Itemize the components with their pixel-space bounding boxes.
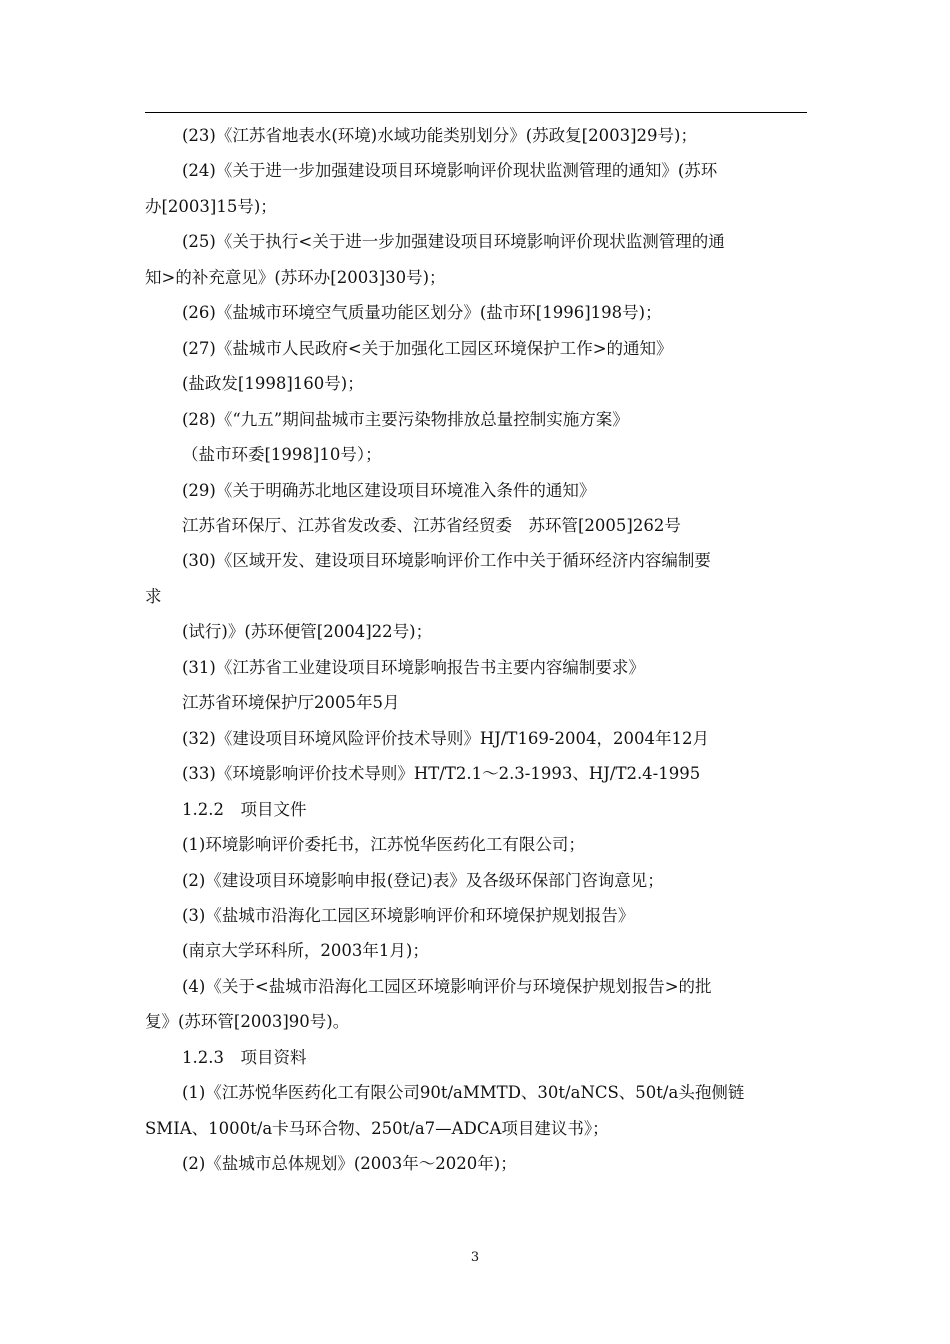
text-line: (33)《环境影响评价技术导则》HT/T2.1～2.3-1993、HJ/T2.4-1995	[182, 764, 701, 784]
text-line: 办[2003]15号)；	[145, 196, 277, 216]
text-line: (盐政发[1998]160号)；	[182, 374, 364, 394]
header-rule	[145, 112, 807, 113]
text-line: 1.2.2 项目文件	[182, 799, 307, 819]
text-line: (南京大学环科所，2003年1月)；	[182, 941, 429, 961]
page-number: 3	[470, 1250, 480, 1265]
text-line: 1.2.3 项目资料	[182, 1047, 307, 1067]
text-line: SMIA、1000t/a卡马环合物、250t/a7—ADCA项目建议书》；	[145, 1118, 609, 1138]
text-line: (2)《建设项目环境影响申报(登记)表》及各级环保部门咨询意见；	[182, 870, 664, 890]
text-line: (25)《关于执行<关于进一步加强建设项目环境影响评价现状监测管理的通	[182, 232, 725, 252]
text-line: (1)环境影响评价委托书，江苏悦华医药化工有限公司；	[182, 835, 585, 854]
text-line: 求	[145, 586, 162, 606]
text-line: (28)《“九五”期间盐城市主要污染物排放总量控制实施方案》	[182, 409, 629, 429]
text-line: (26)《盐城市环境空气质量功能区划分》(盐市环[1996]198号)；	[182, 303, 662, 323]
text-line: (4)《关于<盐城市沿海化工园区环境影响评价与环境保护规划报告>的批	[182, 976, 712, 996]
text-line: 江苏省环保厅、江苏省发改委、江苏省经贸委 苏环管[2005]262号	[182, 516, 681, 535]
text-line: (32)《建设项目环境风险评价技术导则》HJ/T169-2004，2004年12月	[182, 728, 709, 748]
text-line: (24)《关于进一步加强建设项目环境影响评价现状监测管理的通知》(苏环	[182, 161, 718, 181]
text-line: (30)《区域开发、建设项目环境影响评价工作中关于循环经济内容编制要	[182, 551, 711, 571]
text-line: (2)《盐城市总体规划》(2003年～2020年)；	[182, 1154, 517, 1174]
text-line: 江苏省环境保护厅2005年5月	[182, 693, 400, 713]
text-line: (23)《江苏省地表水(环境)水域功能类别划分》(苏政复[2003]29号)；	[182, 126, 697, 145]
text-line: (试行)》(苏环便管[2004]22号)；	[182, 622, 433, 642]
text-line: (1)《江苏悦华医药化工有限公司90t/aMMTD、30t/aNCS、50t/a头孢侧链	[182, 1083, 745, 1103]
text-line: (29)《关于明确苏北地区建设项目环境准入条件的通知》	[182, 480, 596, 500]
text-line: 知>的补充意见》(苏环办[2003]30号)；	[145, 267, 446, 287]
text-line: (3)《盐城市沿海化工园区环境影响评价和环境保护规划报告》	[182, 905, 635, 925]
text-line: (27)《盐城市人民政府<关于加强化工园区环境保护工作>的通知》	[182, 338, 673, 358]
text-line: （盐市环委[1998]10号）；	[182, 445, 382, 465]
text-line: (31)《江苏省工业建设项目环境影响报告书主要内容编制要求》	[182, 657, 645, 677]
text-line: 复》(苏环管[2003]90号)。	[145, 1012, 350, 1032]
